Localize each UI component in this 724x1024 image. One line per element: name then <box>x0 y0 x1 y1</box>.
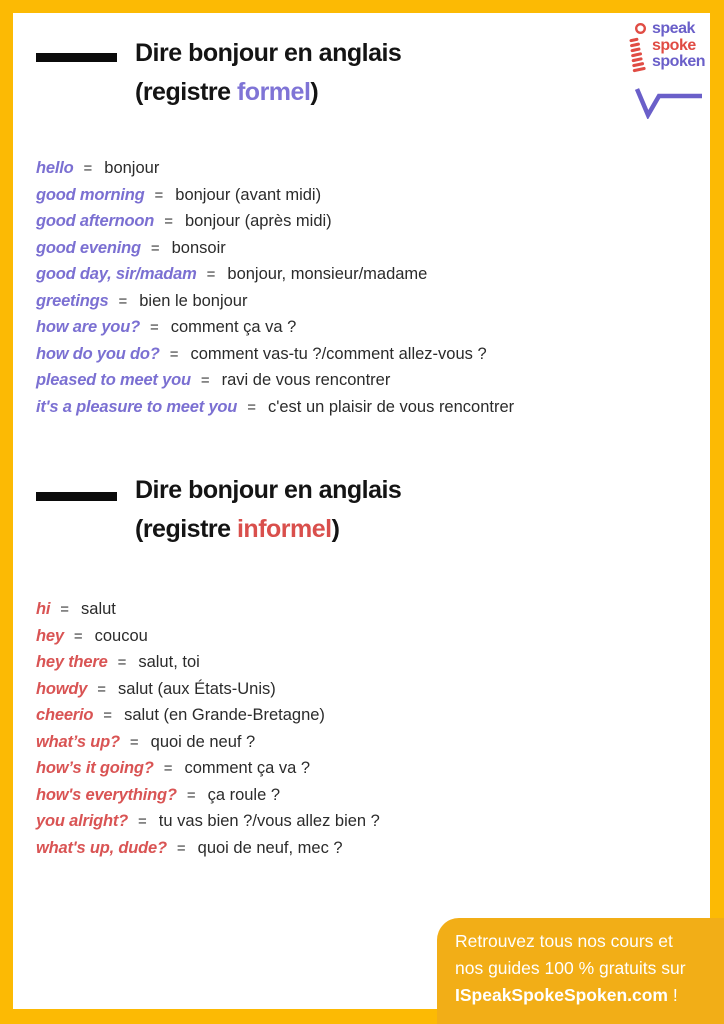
french-translation: coucou <box>94 626 148 645</box>
equals-sign: = <box>118 292 128 310</box>
french-translation: bien le bonjour <box>139 291 248 310</box>
english-term: it's a pleasure to meet you <box>36 397 238 416</box>
french-translation: bonjour <box>104 159 160 177</box>
equals-sign: = <box>163 760 173 777</box>
french-translation: bonjour (avant midi) <box>175 185 322 204</box>
vocab-entry <box>36 600 380 627</box>
english-term: greetings <box>36 291 109 310</box>
vocab-entry <box>36 398 514 425</box>
equals-sign: = <box>73 627 83 645</box>
equals-sign: = <box>138 813 147 830</box>
french-translation: quoi de neuf, mec ? <box>197 838 343 857</box>
english-term: cheerio <box>36 706 94 724</box>
vocab-entry <box>36 812 380 839</box>
french-translation: ça roule ? <box>207 785 281 804</box>
equals-sign: = <box>206 266 216 283</box>
french-translation: comment ça va ? <box>170 318 297 336</box>
heading-rule-bar <box>36 492 117 501</box>
vocab-entry <box>36 212 514 239</box>
equals-sign: = <box>200 372 210 389</box>
vocab-entry <box>36 265 514 292</box>
equals-sign: = <box>117 654 127 671</box>
striped-i-icon <box>628 22 649 80</box>
equals-sign: = <box>150 239 160 257</box>
english-term: hey there <box>36 653 108 671</box>
english-term: hello <box>36 159 74 177</box>
register-accent-formel: formel <box>236 78 311 106</box>
vocab-entry <box>36 627 380 654</box>
section-title-line1: Dire bonjour en anglais <box>135 39 402 67</box>
content-area <box>13 13 710 1009</box>
footer-callout <box>437 918 724 1024</box>
equals-sign: = <box>247 398 256 416</box>
french-translation: c'est un plaisir de vous rencontrer <box>267 397 515 416</box>
logo-word-speak: speak <box>652 20 695 37</box>
equals-sign: = <box>164 213 173 230</box>
footer-line3 <box>455 982 724 1009</box>
equals-sign: = <box>83 160 93 177</box>
french-translation: ravi de vous rencontrer <box>221 371 391 389</box>
french-translation: tu vas bien ?/vous allez bien ? <box>158 812 380 830</box>
english-term: good morning <box>36 185 145 204</box>
vocab-entry <box>36 733 380 760</box>
english-term: what's up, dude? <box>36 838 167 857</box>
english-term: how’s it going? <box>36 759 154 777</box>
equals-sign: = <box>97 680 107 698</box>
vocab-entry <box>36 653 380 680</box>
equals-sign: = <box>154 186 164 204</box>
french-translation: salut (en Grande-Bretagne) <box>124 706 325 724</box>
english-term: good day, sir/madam <box>36 265 197 283</box>
english-term: how's everything? <box>36 785 177 804</box>
vocab-entry <box>36 680 380 707</box>
vocab-entry <box>36 159 514 186</box>
english-term: howdy <box>36 679 88 698</box>
logo-word-spoke: spoke <box>652 36 696 54</box>
checkmark-line-icon <box>632 87 706 119</box>
french-translation: quoi de neuf ? <box>150 732 256 751</box>
vocab-entry <box>36 839 380 866</box>
heading-rule-bar <box>36 53 117 62</box>
logo-wordmark <box>652 21 705 71</box>
english-term: how are you? <box>36 318 140 336</box>
french-translation: bonsoir <box>171 238 226 257</box>
logo-row <box>628 21 705 80</box>
footer-exclamation: ! <box>668 985 678 1005</box>
vocab-entry <box>36 371 514 398</box>
vocab-entry <box>36 706 380 733</box>
equals-sign: = <box>60 601 70 618</box>
section-title-line2: (registre informel) <box>135 515 340 543</box>
footer-line2: nos guides 100 % gratuits sur <box>455 958 686 978</box>
logo-word-spoken: spoken <box>652 53 706 70</box>
english-term: pleased to meet you <box>36 371 191 389</box>
section-title-line2: (registre formel) <box>135 78 319 106</box>
equals-sign: = <box>169 345 179 363</box>
english-term: what’s up? <box>36 732 120 751</box>
vocab-entry <box>36 786 380 813</box>
equals-sign: = <box>103 707 113 724</box>
vocab-list-formal <box>36 159 514 424</box>
french-translation: salut, toi <box>138 653 200 671</box>
equals-sign: = <box>186 786 196 804</box>
french-translation: salut <box>81 600 116 618</box>
vocab-entry <box>36 186 514 213</box>
vocab-entry <box>36 239 514 266</box>
ispeakspokespoken-logo <box>628 21 706 119</box>
french-translation: bonjour, monsieur/madame <box>227 265 428 283</box>
english-term: you alright? <box>36 812 129 830</box>
register-accent-informel: informel <box>236 515 332 543</box>
french-translation: salut (aux États-Unis) <box>118 679 276 698</box>
english-term: good evening <box>36 238 141 257</box>
section-title-line1: Dire bonjour en anglais <box>135 476 402 504</box>
vocab-entry <box>36 318 514 345</box>
vocab-entry <box>36 292 514 319</box>
website-link[interactable]: ISpeakSpokeSpoken.com <box>455 985 668 1005</box>
vocab-list-informal <box>36 600 380 865</box>
vocab-entry <box>36 345 514 372</box>
equals-sign: = <box>149 319 159 336</box>
section-title-informal <box>135 471 401 549</box>
english-term: hey <box>36 626 64 645</box>
french-translation: comment vas-tu ?/comment allez-vous ? <box>190 344 487 363</box>
french-translation: bonjour (après midi) <box>184 212 332 230</box>
section-title-formal <box>135 34 401 112</box>
english-term: hi <box>36 600 51 618</box>
footer-line1: Retrouvez tous nos cours et <box>455 931 673 951</box>
french-translation: comment ça va ? <box>184 759 311 777</box>
equals-sign: = <box>176 839 186 857</box>
vocab-entry <box>36 759 380 786</box>
equals-sign: = <box>129 733 139 751</box>
english-term: how do you do? <box>36 344 160 363</box>
english-term: good afternoon <box>36 212 155 230</box>
